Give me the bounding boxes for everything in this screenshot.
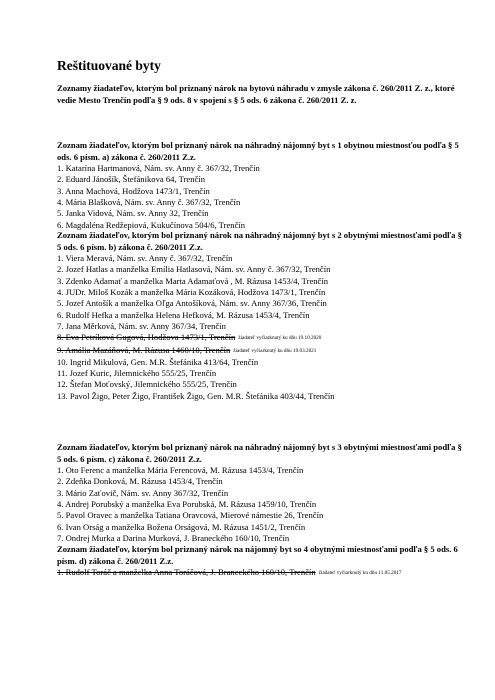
list-item: 5. Janka Vidová, Nám. sv. Anny 32, Trenčín <box>57 208 209 219</box>
section-1-room <box>57 140 467 231</box>
list-item: 4. Andrej Porubský a manželka Eva Porubská, M. Rázusa 1459/10, Trenčín <box>57 499 317 510</box>
intro-paragraph: Zoznamy žiadateľov, ktorým bol priznaný nárok na bytovú náhradu v zmysle zákona č. 260/2011 Z. z., ktoré vedie Mesto Trenčín podľa § 9 ods. 8 v spojení s § 5 ods. 6 zákona č. 260/2011 Z. z. <box>57 83 455 105</box>
removal-note: žiadateľ vyčiarknutý ku dňu 19.03.2021 <box>233 347 317 354</box>
section-heading: Zoznam žiadateľov, ktorým bol priznaný nárok na nájomný byt so 4 obytnými miestnosťami podľa § 5 ods. 6 písm. d) zákona č. 260/2011 Z.z. <box>57 544 458 566</box>
list-item: 4. Mária Blašková, Nám. sv. Anny č. 367/32, Trenčín <box>57 197 241 208</box>
section-4-rooms <box>57 544 467 579</box>
removal-note: žiadateľ vyčiarknutý ku dňu 19.10.2020 <box>238 335 322 342</box>
section-2-rooms <box>57 230 467 402</box>
list-item: 3. Zdenko Adamať a manželka Marta Adamaťová , M. Rázusa 1453/4, Trenčín <box>57 275 329 286</box>
section-heading: Zoznam žiadateľov, ktorým bol priznaný nárok na náhradný nájomný byt s 3 obytnými miestnosťami podľa § 5 ods. 6 písm. c) zákona č. 260/2011 Z.z. <box>57 442 462 464</box>
list-item: 1. Katarína Hartmanová, Nám. sv. Anny č. 367/32, Trenčín <box>57 163 260 174</box>
list-item: 2. Zdeňka Donková, M. Rázusa 1453/4, Trenčín <box>57 476 223 487</box>
list-item: 2. Eduard Jánošík, Štefánikova 64, Trenčín <box>57 174 205 185</box>
list-item: 1. Oto Ferenc a manželka Mária Ferencová, M. Rázusa 1453/4, Trenčín <box>57 465 304 476</box>
list-item: 1. Viera Meravá, Nám. sv. Anny č. 367/32, Trenčín <box>57 253 233 264</box>
page-title: Reštituované byty <box>57 58 161 73</box>
removal-note: žiadateľ vyčiarknutý ku dňu 11.05.2017 <box>318 570 402 577</box>
list-item-struck: 9. Amália Mazáňová, M. Rázusa 1460/10, Trenčín žiadateľ vyčiarknutý ku dňu 19.03.2021 <box>57 344 317 355</box>
list-item: 6. Magdaléna Redžepiová, Kukučínova 504/6, Trenčín <box>57 219 246 230</box>
list-item: 11. Jozef Kuric, Jilemnického 555/25, Trenčín <box>57 368 217 379</box>
list-item: 3. Mário Zaťovič, Nám. sv. Anny 367/32, Trenčín <box>57 487 229 498</box>
list-item: 13. Pavol Žigo, Peter Žigo, František Žigo, Gen. M.R. Štefánika 403/44, Trenčín <box>57 390 335 401</box>
list-item: 12. Štefan Moťovský, Jilemnického 555/25, Trenčín <box>57 379 237 390</box>
list-item: 6. Ivan Orság a manželka Božena Orságová, M. Rázusa 1451/2, Trenčín <box>57 521 306 532</box>
list-item-struck: 1. Rudolf Toráč a manželka Anna Toráčová, J. Braneckého 160/10, Trenčín žiadateľ vyčiarknutý ku dňu 11.05.2017 <box>57 567 402 578</box>
list-item: 7. Jana Měrková, Nám. sv. Anny 367/34, Trenčín <box>57 320 226 331</box>
list-item: 10. Ingrid Mikulová, Gen. M.R. Štefánika 413/64, Trenčín <box>57 356 259 367</box>
list-item: 7. Ondrej Murka a Darina Murková, J. Braneckého 160/10, Trenčín <box>57 532 290 543</box>
list-item: 5. Pavol Oravec a manželka Tatiana Oravcová, Mierové námestie 26, Trenčín <box>57 510 324 521</box>
list-item: 2. Jozef Hatlas a manželka Emília Hatlasová, Nám. sv. Anny č. 367/32, Trenčín <box>57 264 331 275</box>
list-item: 4. JUDr. Miloš Kozák a manželka Mária Kozáková, Hodžova 1473/1, Trenčín <box>57 287 326 298</box>
list-item: 5. Jozef Antošík a manželka Oľga Antošíková, Nám. sv. Anny 367/36, Trenčín <box>57 298 327 309</box>
section-heading: Zoznam žiadateľov, ktorým bol priznaný nárok na náhradný nájomný byt s 1 obytnou miestnosťou podľa § 5 ods. 6 písm. a) zákona č. 260/2011 Z.z. <box>57 140 459 162</box>
section-3-rooms <box>57 442 467 544</box>
list-item: 3. Anna Machová, Hodžova 1473/1, Trenčín <box>57 185 210 196</box>
section-heading: Zoznam žiadateľov, ktorým bol priznaný nárok na náhradný nájomný byt s 2 obytnými miestnosťami podľa § 5 ods. 6 písm. b) zákona č. 260/2011 Z.z. <box>57 230 462 252</box>
list-item: 6. Rudolf Hefka a manželka Helena Hefková, M. Rázusa 1453/4, Trenčín <box>57 309 310 320</box>
list-item-struck: 8. Eva Petríková Gugová, Hodžova 1473/1, Trenčín žiadateľ vyčiarknutý ku dňu 19.10.2020 <box>57 332 322 343</box>
